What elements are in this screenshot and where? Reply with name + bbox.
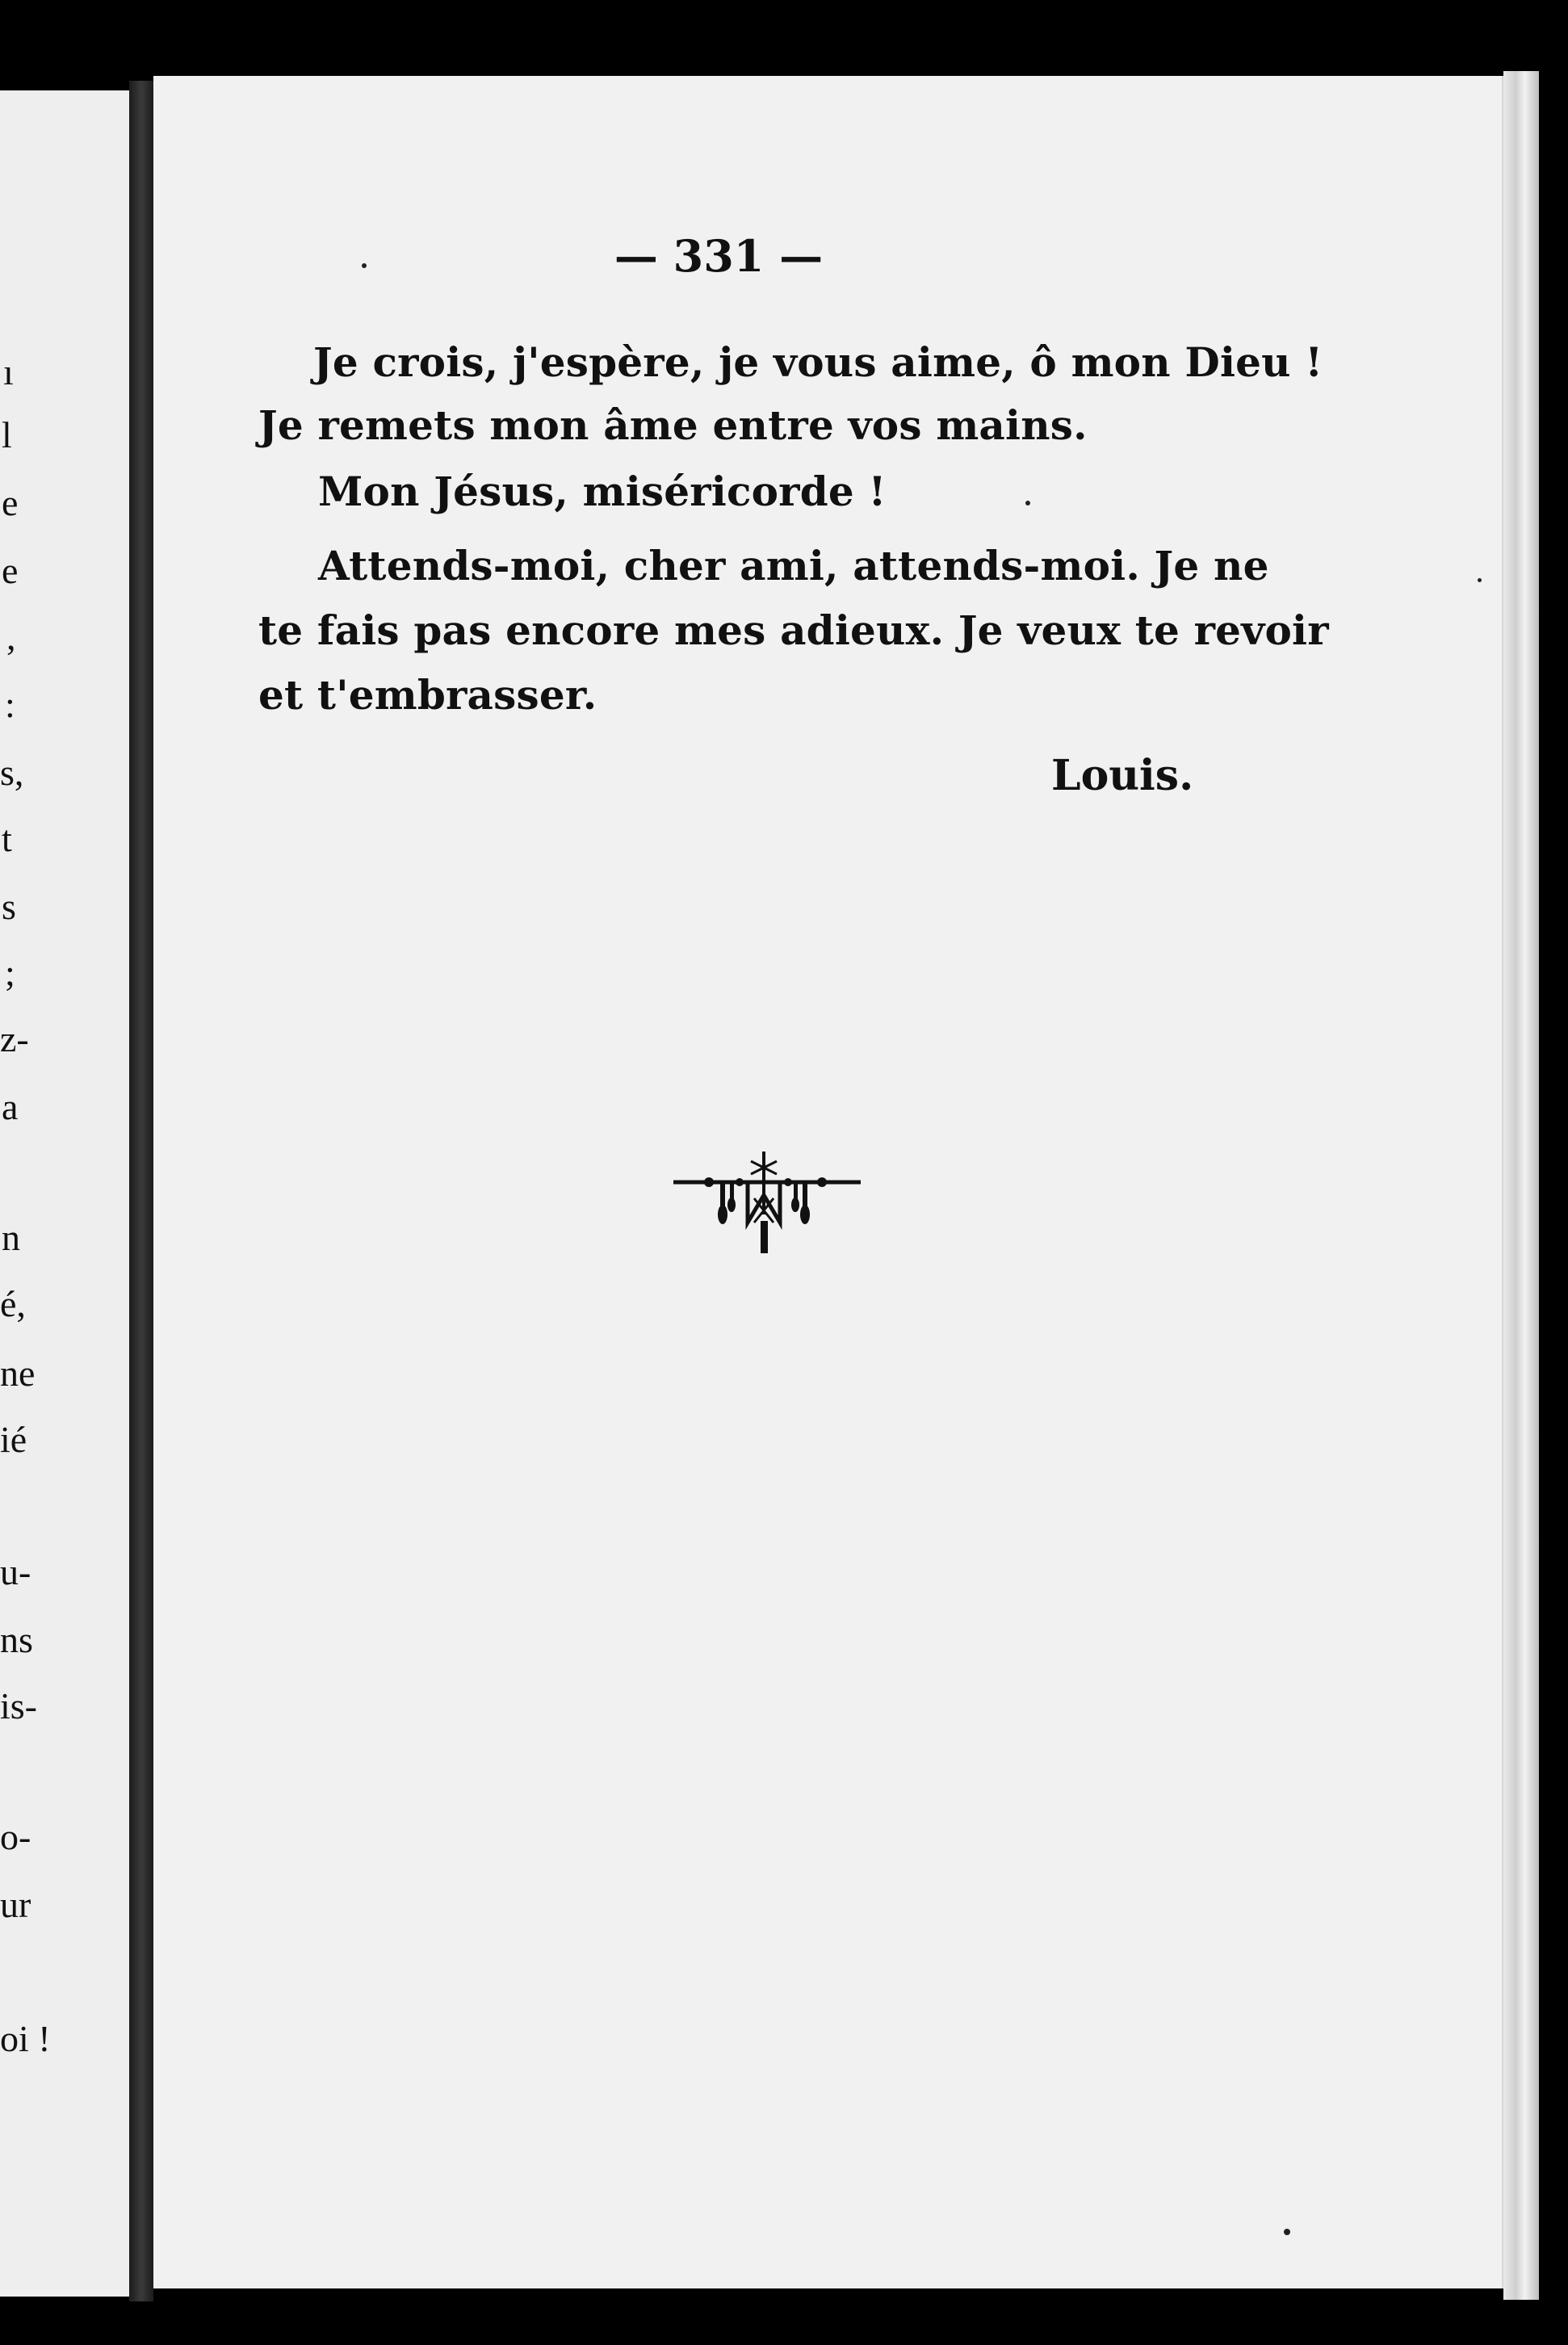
left-page-fragment: ns bbox=[0, 1619, 33, 1660]
scan-speck bbox=[1284, 2229, 1290, 2235]
text-line: et t'embrasser. bbox=[258, 671, 597, 719]
text-line: Je crois, j'espère, je vous aime, ô mon Dieu ! bbox=[313, 338, 1323, 386]
left-page-fragment: s, bbox=[0, 752, 24, 793]
left-page-fragment: ı bbox=[3, 351, 14, 392]
text-line: Je remets mon âme entre vos mains. bbox=[258, 401, 1088, 449]
left-page-fragment: oi ! bbox=[0, 2018, 51, 2059]
left-page-fragment: s bbox=[2, 886, 16, 927]
text-line: te fais pas encore mes adieux. Je veux te revoir bbox=[258, 606, 1329, 654]
scan-speck bbox=[1025, 501, 1030, 505]
left-page-fragment: n bbox=[2, 1217, 20, 1258]
left-page-fragment: ; bbox=[5, 952, 15, 993]
left-page-fragment: z- bbox=[0, 1018, 29, 1059]
binding-gutter bbox=[129, 81, 153, 2301]
page-number: — 331 — bbox=[614, 230, 824, 282]
left-page-fragment: é, bbox=[0, 1283, 26, 1324]
scan-speck bbox=[1478, 578, 1482, 582]
left-page-fragment: e bbox=[2, 482, 19, 523]
text-line: Mon Jésus, miséricorde ! bbox=[318, 468, 887, 515]
left-page-fragment: t bbox=[2, 818, 12, 859]
left-page-fragment: e bbox=[2, 550, 19, 591]
left-page-fragment: ne bbox=[0, 1353, 36, 1394]
left-page-fragment: is- bbox=[0, 1685, 37, 1726]
left-page-fragment: ié bbox=[0, 1419, 27, 1460]
page-edge bbox=[1503, 71, 1539, 2300]
left-page-fragment: , bbox=[6, 616, 16, 657]
left-page-fragment: a bbox=[2, 1086, 19, 1127]
text-line: Attends-moi, cher ami, attends-moi. Je ne bbox=[318, 542, 1269, 589]
fleuron-ornament-icon bbox=[670, 1150, 864, 1263]
left-page-fragment: l bbox=[2, 414, 12, 455]
signature: Louis. bbox=[1051, 751, 1194, 800]
left-page-fragment: ur bbox=[0, 1884, 31, 1925]
scan-speck bbox=[362, 263, 367, 268]
left-page-fragment: o- bbox=[0, 1816, 31, 1857]
left-page-fragment: u- bbox=[0, 1551, 31, 1592]
left-page-fragment: : bbox=[5, 684, 15, 725]
previous-page-fragment bbox=[0, 90, 136, 2297]
